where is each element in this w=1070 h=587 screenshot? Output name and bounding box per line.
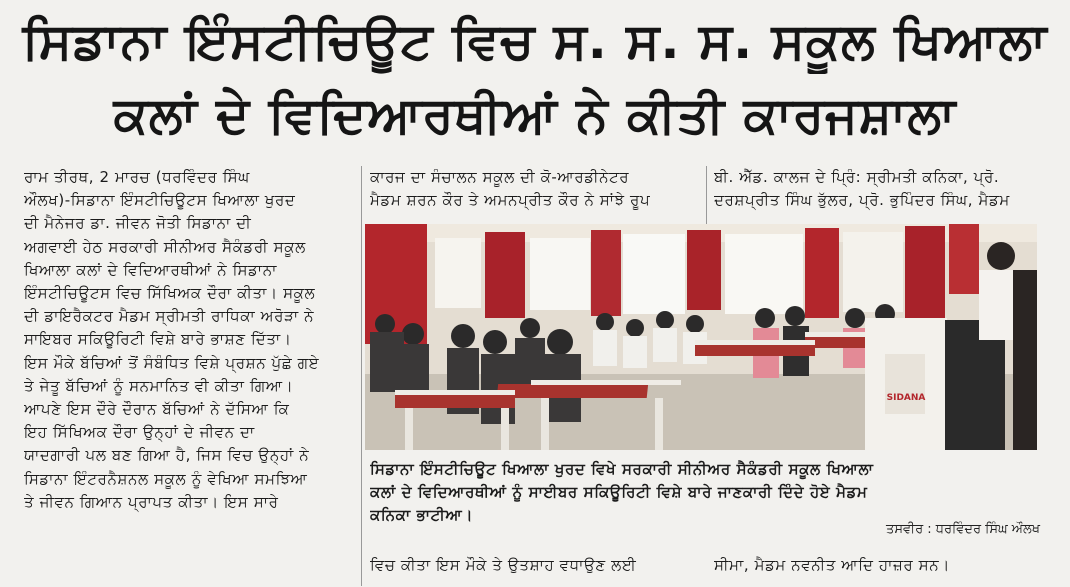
article-line: ਦੀ ਮੈਨੇਜਰ ਡਾ. ਜੀਵਨ ਜੋਤੀ ਸਿਡਾਨਾ ਦੀ <box>24 214 252 233</box>
article-line: ਵਿਚ ਕੀਤਾ ਇਸ ਮੌਕੇ ਤੇ ਉਤਸ਼ਾਹ ਵਧਾਉਣ ਲਈ <box>370 556 637 574</box>
photo-caption <box>370 458 1040 526</box>
article-column-2-top <box>370 166 700 216</box>
article-line: ਇੰਸਟੀਚਿਊਟਸ ਵਿਚ ਸਿੱਖਿਅਕ ਦੌਰਾ ਕੀਤਾ। ਸਕੂਲ <box>24 284 316 303</box>
article-column-3-top <box>714 166 1044 216</box>
news-photo <box>365 224 1037 450</box>
podium-label: SIDANA <box>886 393 926 403</box>
article-line: ਅਗਵਾਈ ਹੇਠ ਸਰਕਾਰੀ ਸੀਨੀਅਰ ਸੈਕੰਡਰੀ ਸਕੂਲ <box>24 237 306 256</box>
column-divider <box>706 166 707 224</box>
headline-line-1: ਸਿਡਾਨਾ ਇੰਸਟੀਚਿਊਟ ਵਿਚ ਸ. ਸ. ਸ. ਸਕੂਲ ਖਿਆਲਾ <box>22 12 1048 70</box>
caption-line: ਕਨਿਕਾ ਭਾਟੀਆ। <box>370 506 474 524</box>
article-line: ਦਰਸ਼ਪ੍ਰੀਤ ਸਿੰਘ ਭੁੱਲਰ, ਪ੍ਰੋ. ਭੁਪਿੰਦਰ ਸਿੰਘ, ਮੈਡਮ <box>714 191 1010 210</box>
article-line: ਸੀਮਾ, ਮੈਡਮ ਨਵਨੀਤ ਆਦਿ ਹਾਜ਼ਰ ਸਨ। <box>714 556 950 574</box>
caption-line: ਸਿਡਾਨਾ ਇੰਸਟੀਚਿਊਟ ਖਿਆਲਾ ਖੁਰਦ ਵਿਖੇ ਸਰਕਾਰੀ ਸੀਨੀਅਰ ਸੈਕੰਡਰੀ ਸਕੂਲ ਖਿਆਲਾ <box>370 460 874 478</box>
article-line: ਖਿਆਲਾ ਕਲਾਂ ਦੇ ਵਿਦਿਆਰਥੀਆਂ ਨੇ ਸਿਡਾਨਾ <box>24 260 277 279</box>
headline-line-2: ਕਲਾਂ ਦੇ ਵਿਦਿਆਰਥੀਆਂ ਨੇ ਕੀਤੀ ਕਾਰਜਸ਼ਾਲਾ <box>113 86 957 144</box>
article-column-3-bottom <box>714 554 1044 584</box>
article-column-1 <box>24 166 354 587</box>
article-line: ਤੇ ਜੀਵਨ ਗਿਆਨ ਪ੍ਰਾਪਤ ਕੀਤਾ। ਇਸ ਸਾਰੇ <box>24 492 279 511</box>
article-line: ਕਾਰਜ ਦਾ ਸੰਚਾਲਨ ਸਕੂਲ ਦੀ ਕੋ-ਆਰਡੀਨੇਟਰ <box>370 168 630 186</box>
column-divider <box>361 166 362 586</box>
article-line: ਮੈਡਮ ਸ਼ਰਨ ਕੌਰ ਤੇ ਅਮਨਪ੍ਰੀਤ ਕੌਰ ਨੇ ਸਾਂਝੇ ਰੂਪ <box>370 191 651 210</box>
article-line: ਇਹ ਸਿੱਖਿਅਕ ਦੌਰਾ ਉਨ੍ਹਾਂ ਦੇ ਜੀਵਨ ਦਾ <box>24 423 255 442</box>
article-line: ਤੇ ਜੇਤੂ ਬੱਚਿਆਂ ਨੂੰ ਸਨਮਾਨਿਤ ਵੀ ਕੀਤਾ ਗਿਆ। <box>24 376 294 395</box>
article-line: ਇਸ ਮੌਕੇ ਬੱਚਿਆਂ ਤੋਂ ਸੰਬੰਧਿਤ ਵਿਸ਼ੇ ਪ੍ਰਸ਼ਨ ਪੁੱਛੇ ਗਏ <box>24 353 320 372</box>
article-line: ਦੀ ਡਾਇਰੈਕਟਰ ਮੈਡਮ ਸ੍ਰੀਮਤੀ ਰਾਧਿਕਾ ਅਰੋੜਾ ਨੇ <box>24 307 315 326</box>
caption-line: ਕਲਾਂ ਦੇ ਵਿਦਿਆਰਥੀਆਂ ਨੂੰ ਸਾਈਬਰ ਸਕਿਊਰਿਟੀ ਵਿਸ਼ੇ ਬਾਰੇ ਜਾਣਕਾਰੀ ਦਿੰਦੇ ਹੋਏ ਮੈਡਮ <box>370 483 868 501</box>
photo-credit: ਤਸਵੀਰ : ਧਰਵਿੰਦਰ ਸਿੰਘ ਔਲਖ <box>886 522 1040 537</box>
article-line: ਰਾਮ ਤੀਰਥ, 2 ਮਾਰਚ (ਧਰਵਿੰਦਰ ਸਿੰਘ <box>24 168 250 186</box>
article-column-2-bottom <box>370 554 700 584</box>
article-line: ਆਪਣੇ ਇਸ ਦੌਰੇ ਦੌਰਾਨ ਬੱਚਿਆਂ ਨੇ ਦੱਸਿਆ ਕਿ <box>24 400 290 419</box>
article-line: ਸਿਡਾਨਾ ਇੰਟਰਨੈਸ਼ਨਲ ਸਕੂਲ ਨੂੰ ਵੇਖਿਆ ਸਮਝਿਆ <box>24 469 308 488</box>
article-line: ਯਾਦਗਾਰੀ ਪਲ ਬਣ ਗਿਆ ਹੈ, ਜਿਸ ਵਿਚ ਉਨ੍ਹਾਂ ਨੇ <box>24 446 310 465</box>
article-line: ਔਲਖ)-ਸਿਡਾਨਾ ਇੰਸਟੀਚਿਊਟਸ ਖਿਆਲਾ ਖੁਰਦ <box>24 191 296 210</box>
article-line: ਬੀ. ਐੱਡ. ਕਾਲਜ ਦੇ ਪ੍ਰਿੰ: ਸ੍ਰੀਮਤੀ ਕਨਿਕਾ, ਪ੍ਰੋ. <box>714 168 1000 186</box>
article-line: ਸਾਇਬਰ ਸਕਿਊਰਿਟੀ ਵਿਸ਼ੇ ਬਾਰੇ ਭਾਸ਼ਣ ਦਿੱਤਾ। <box>24 330 292 349</box>
